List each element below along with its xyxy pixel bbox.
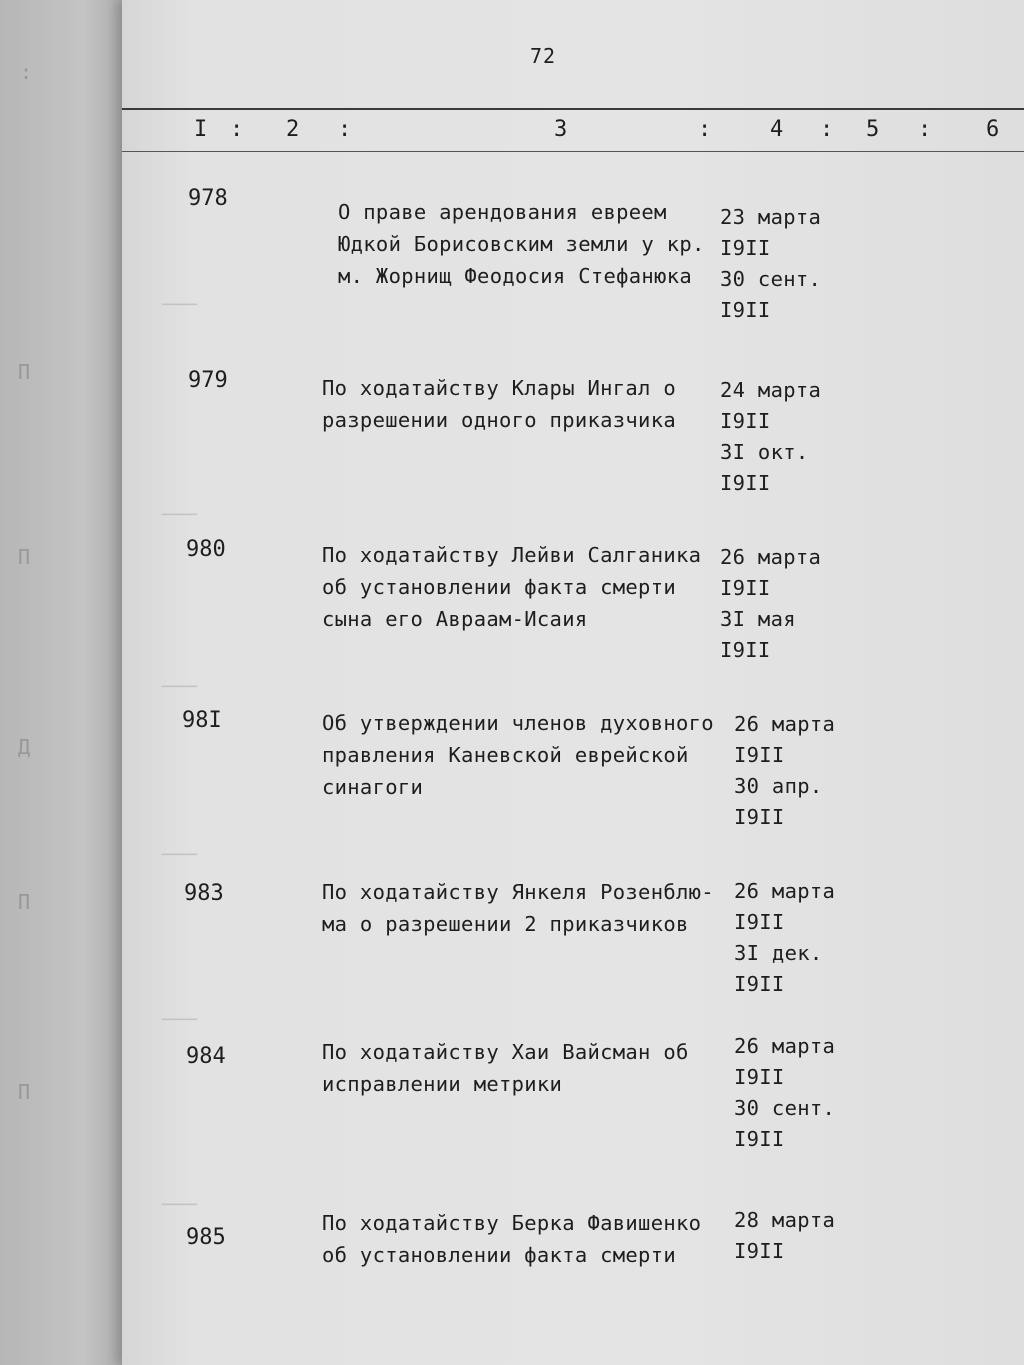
column-header-separator: : <box>338 117 352 142</box>
header-rule-bottom <box>122 151 1024 152</box>
entry-description <box>322 539 701 635</box>
entry-number: 98I <box>182 708 222 733</box>
end-year: I9II <box>720 471 771 495</box>
facing-page-text: П <box>18 1080 31 1104</box>
entry-number: 980 <box>186 537 226 562</box>
column-header-6: 6 <box>986 117 1000 142</box>
bleed-through: ─── <box>162 1009 198 1031</box>
entry-dates <box>734 709 835 833</box>
start-date: 26 марта <box>720 545 822 569</box>
start-date: 28 марта <box>734 1208 836 1232</box>
start-year: I9II <box>734 910 785 934</box>
header-rule-top <box>122 108 1024 110</box>
entry-description <box>338 196 705 292</box>
column-header-3: 3 <box>554 117 568 142</box>
bleed-through: ─── <box>162 504 198 526</box>
column-header-separator: : <box>230 117 244 142</box>
start-year: I9II <box>720 576 771 600</box>
description-line: м. Жорнищ Феодосия Стефанюка <box>338 264 692 288</box>
bleed-through: ─── <box>162 1194 198 1216</box>
start-date: 26 марта <box>734 879 836 903</box>
bleed-through: ─── <box>162 676 198 698</box>
description-line: исправлении метрики <box>322 1072 563 1096</box>
end-date: 30 сент. <box>734 1096 836 1120</box>
entry-number: 984 <box>186 1044 226 1069</box>
description-line: Юдкой Борисовским земли у кр. <box>338 232 705 256</box>
end-date: 3I мая <box>720 607 796 631</box>
end-year: I9II <box>734 972 785 996</box>
facing-page-text: П <box>18 890 31 914</box>
end-date: 3I окт. <box>720 440 809 464</box>
end-date: 30 апр. <box>734 774 823 798</box>
entry-number: 985 <box>186 1225 226 1250</box>
entry-description <box>322 1207 701 1271</box>
facing-page-text: : <box>20 60 33 84</box>
description-line: По ходатайству Лейви Салганика <box>322 543 702 567</box>
column-header-1: I <box>194 117 208 142</box>
entry-dates <box>734 1205 835 1267</box>
column-header-5: 5 <box>866 117 880 142</box>
description-line: разрешении одного приказчика <box>322 408 676 432</box>
entry-description <box>322 876 714 940</box>
entry-dates <box>734 876 835 1000</box>
entry-number: 978 <box>188 186 228 211</box>
description-line: О праве арендования евреем <box>338 200 667 224</box>
start-date: 23 марта <box>720 205 822 229</box>
description-line: По ходатайству Хаи Вайсман об <box>322 1040 689 1064</box>
entry-description <box>322 372 676 436</box>
facing-page-edge <box>0 0 140 1365</box>
page-number: 72 <box>530 44 557 68</box>
entry-dates <box>734 1031 835 1155</box>
end-year: I9II <box>734 1127 785 1151</box>
description-line: синагоги <box>322 775 424 799</box>
start-year: I9II <box>734 1239 785 1263</box>
description-line: Об утверждении членов духовного <box>322 711 714 735</box>
start-date: 24 марта <box>720 378 822 402</box>
column-header-separator: : <box>820 117 834 142</box>
end-year: I9II <box>720 638 771 662</box>
description-line: сына его Авраам-Исаия <box>322 607 588 631</box>
description-line: правления Каневской еврейской <box>322 743 689 767</box>
entry-number: 979 <box>188 368 228 393</box>
entry-description <box>322 1036 689 1100</box>
facing-page-text: Д <box>18 735 31 759</box>
column-header-separator: : <box>918 117 932 142</box>
end-year: I9II <box>720 298 771 322</box>
start-year: I9II <box>720 409 771 433</box>
description-line: По ходатайству Янкеля Розенблю- <box>322 880 714 904</box>
end-date: 3I дек. <box>734 941 823 965</box>
entry-dates <box>720 542 821 666</box>
start-year: I9II <box>734 743 785 767</box>
start-year: I9II <box>720 236 771 260</box>
description-line: об установлении факта смерти <box>322 1243 676 1267</box>
facing-page-text: П <box>18 545 31 569</box>
start-year: I9II <box>734 1065 785 1089</box>
end-year: I9II <box>734 805 785 829</box>
start-date: 26 марта <box>734 712 836 736</box>
entry-dates <box>720 375 821 499</box>
start-date: 26 марта <box>734 1034 836 1058</box>
facing-page-text: П <box>18 360 31 384</box>
entry-dates <box>720 202 821 326</box>
bleed-through: ─── <box>162 844 198 866</box>
column-header-2: 2 <box>286 117 300 142</box>
bleed-through: ─── <box>162 294 198 316</box>
description-line: По ходатайству Берка Фавишенко <box>322 1211 702 1235</box>
document-page <box>122 0 1024 1365</box>
entry-description <box>322 707 714 803</box>
end-date: 30 сент. <box>720 267 822 291</box>
description-line: об установлении факта смерти <box>322 575 676 599</box>
description-line: По ходатайству Клары Ингал о <box>322 376 676 400</box>
column-header-4: 4 <box>770 117 784 142</box>
entry-number: 983 <box>184 881 224 906</box>
column-header-separator: : <box>698 117 712 142</box>
description-line: ма о разрешении 2 приказчиков <box>322 912 689 936</box>
